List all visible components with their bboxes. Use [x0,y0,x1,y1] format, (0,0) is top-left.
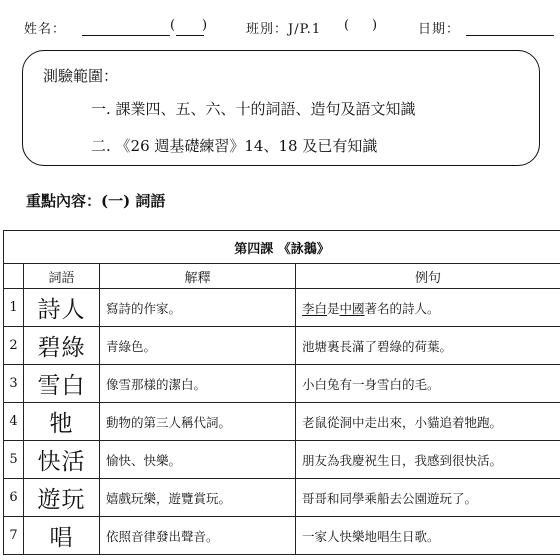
row-number: 1 [4,289,24,327]
scope-item-2: 二. 《26 週基礎練習》14、18 及已有知識 [91,137,378,155]
row-word: 牠 [24,403,100,441]
row-word: 碧綠 [24,327,100,365]
name-paren-close: ) [202,18,208,33]
row-number: 6 [4,479,24,517]
row-number: 2 [4,327,24,365]
row-word: 遊玩 [24,479,100,517]
row-number: 3 [4,365,24,403]
column-header-number [4,264,24,289]
example-text: 是 [327,300,340,316]
row-example: 朋友為我慶祝生日，我感到很快活。 [296,441,560,479]
row-meaning: 像雪那樣的潔白。 [100,365,296,403]
name-label: 姓名： [24,22,67,37]
row-meaning: 青綠色。 [100,327,296,365]
row-example: 小白兔有一身雪白的毛。 [296,365,560,403]
class-paren-open: ( [344,18,350,33]
table-row [4,365,560,403]
row-number: 5 [4,441,24,479]
table-row [4,517,560,555]
example-text: 著名的詩人。 [364,300,440,316]
date-label: 日期： [418,22,461,37]
table-row [4,441,560,479]
test-scope-box [22,50,540,166]
scope-item-1: 一. 課業四、五、六、十的詞語、造句及語文知識 [91,100,416,118]
table-row [4,403,560,441]
name-paren-open: ( [170,18,176,33]
row-number: 4 [4,403,24,441]
row-meaning: 嬉戲玩樂，遊覽賞玩。 [100,479,296,517]
row-word: 唱 [24,517,100,555]
row-example: 池塘裏長滿了碧綠的荷葉。 [296,327,560,365]
row-meaning: 動物的第三人稱代詞。 [100,403,296,441]
row-example: 哥哥和同學乘船去公園遊玩了。 [296,479,560,517]
column-header-word: 詞語 [24,264,100,289]
class-paren-close: ) [372,18,378,33]
row-word: 詩人 [24,289,100,327]
row-example: 一家人快樂地唱生日歌。 [296,517,560,555]
column-header-example: 例句 [296,264,560,289]
row-example [296,289,560,327]
table-row [4,479,560,517]
table-row [4,327,560,365]
row-meaning: 愉快、快樂。 [100,441,296,479]
table-row [4,289,560,327]
section-heading: 重點內容：(一) 詞語 [26,192,166,210]
student-info-header [0,18,560,38]
class-label: 班別：J/P.1 [246,22,322,37]
row-meaning: 寫詩的作家。 [100,289,296,327]
example-underlined-place: 中國 [339,300,365,316]
date-blank[interactable] [466,35,554,36]
row-number: 7 [4,517,24,555]
name-blank[interactable] [82,35,170,36]
example-underlined-name: 李白 [302,300,328,316]
number-blank[interactable] [176,35,204,36]
row-word: 雪白 [24,365,100,403]
vocabulary-table [3,230,560,555]
column-header-meaning: 解釋 [100,264,296,289]
row-example: 老鼠從洞中走出來，小貓追着牠跑。 [296,403,560,441]
row-meaning: 依照音律發出聲音。 [100,517,296,555]
table-caption: 第四課 《詠鵝》 [4,231,560,264]
row-word: 快活 [24,441,100,479]
scope-title: 測驗範圍： [43,67,119,85]
